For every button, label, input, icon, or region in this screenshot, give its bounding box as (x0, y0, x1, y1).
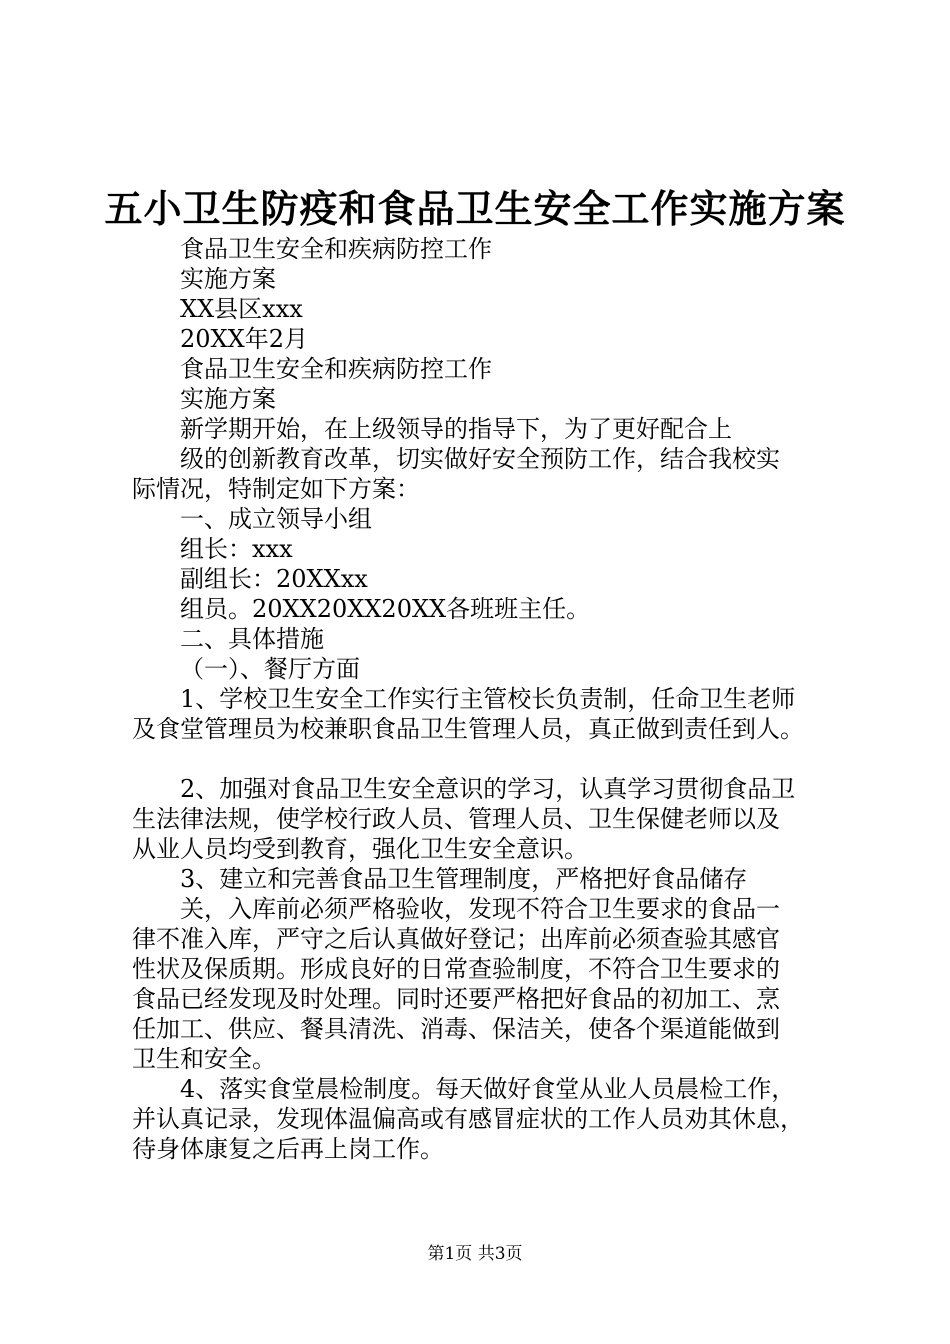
paragraph-line: 并认真记录，发现体温偏高或有感冒症状的工作人员劝其休息， (132, 1105, 804, 1133)
paragraph-line: 际情况，特制定如下方案： (132, 475, 420, 503)
paragraph-line: 组员。20XX20XX20XX各班班主任。 (180, 595, 591, 623)
paragraph-line: 实施方案 (180, 265, 276, 293)
paragraph-line: 食品卫生安全和疾病防控工作 (180, 235, 492, 263)
paragraph-line: 3、建立和完善食品卫生管理制度，严格把好食品储存 (180, 865, 748, 893)
paragraph-line: 性状及保质期。形成良好的日常查验制度，不符合卫生要求的 (132, 955, 780, 983)
paragraph-line: 食品已经发现及时处理。同时还要严格把好食品的初加工、烹 (132, 985, 780, 1013)
paragraph-line: 生法律法规，使学校行政人员、管理人员、卫生保健老师以及 (132, 805, 780, 833)
paragraph-line: 级的创新教育改革，切实做好安全预防工作，结合我校实 (180, 445, 780, 473)
section-heading: 一、成立领导小组 (180, 505, 372, 533)
paragraph-line: 2、加强对食品卫生安全意识的学习，认真学习贯彻食品卫 (180, 775, 796, 803)
subsection-heading: （一）、餐厅方面 (180, 655, 360, 683)
paragraph-gap (132, 744, 847, 774)
paragraph-line: 任加工、供应、餐具清洗、消毒、保洁关，使各个渠道能做到 (132, 1015, 780, 1043)
paragraph-line: 副组长：20XXxx (180, 565, 368, 593)
paragraph-line: 关，入库前必须严格验收，发现不符合卫生要求的食品一 (180, 895, 780, 923)
paragraph-line: XX县区xxx (180, 295, 303, 323)
paragraph-line: 1、学校卫生安全工作实行主管校长负责制，任命卫生老师 (180, 685, 796, 713)
paragraph-line: 待身体康复之后再上岗工作。 (132, 1135, 444, 1163)
paragraph-line: 及食堂管理员为校兼职食品卫生管理人员，真正做到责任到人。 (132, 715, 804, 743)
paragraph-line: 新学期开始，在上级领导的指导下，为了更好配合上 (180, 415, 732, 443)
paragraph-line: 食品卫生安全和疾病防控工作 (180, 355, 492, 383)
paragraph-line: 4、落实食堂晨检制度。每天做好食堂从业人员晨检工作， (180, 1075, 796, 1103)
section-heading: 二、具体措施 (180, 625, 324, 653)
page-number-footer: 第1页 共3页 (427, 1244, 523, 1264)
paragraph-line: 实施方案 (180, 385, 276, 413)
paragraph-line: 卫生和安全。 (132, 1045, 276, 1073)
paragraph-line: 律不准入库，严守之后认真做好登记；出库前必须查验其感官 (132, 925, 780, 953)
paragraph-line: 从业人员均受到教育，强化卫生安全意识。 (132, 835, 588, 863)
paragraph-line: 20XX年2月 (180, 325, 308, 353)
document-title: 五小卫生防疫和食品卫生安全工作实施方案 (104, 186, 846, 231)
paragraph-line: 组长：xxx (180, 535, 293, 563)
document-body (132, 234, 847, 1164)
